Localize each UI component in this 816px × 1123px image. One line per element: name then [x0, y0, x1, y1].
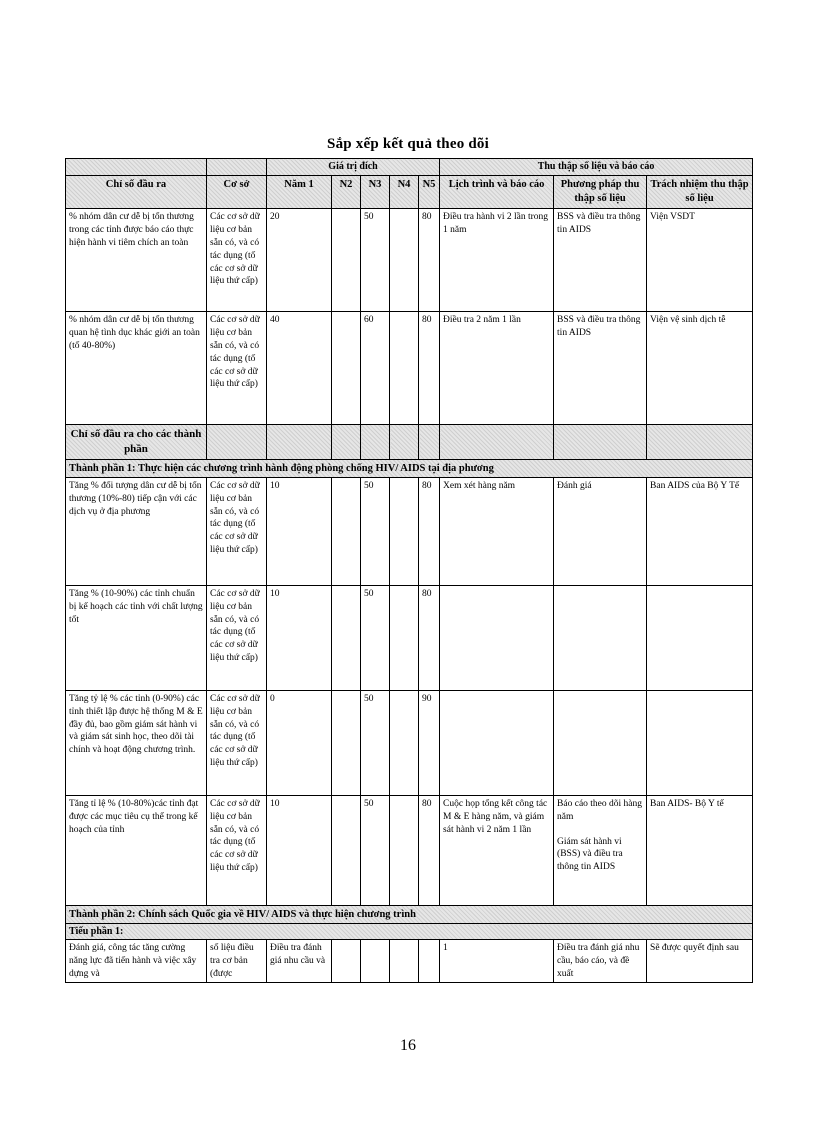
table-row — [66, 940, 753, 983]
table-row — [66, 312, 753, 425]
y4-cell — [390, 478, 419, 586]
baseline-cell: Các cơ sở dữ liệu cơ bản sẵn có, và có tác dụng (tố các cơ sở dữ liệu thứ cấp) — [207, 796, 267, 906]
responsibility-cell: Viện VSDT — [647, 209, 753, 312]
method-text-2: Giám sát hành vi (BSS) và điều tra thông tin AIDS — [557, 836, 623, 873]
schedule-cell — [440, 586, 554, 691]
page-number: 16 — [400, 1037, 416, 1054]
y3-cell: 50 — [361, 209, 390, 312]
y5-cell — [419, 940, 440, 983]
y2-cell — [332, 312, 361, 425]
col-year1: Năm 1 — [267, 176, 332, 209]
section-1-title: Thành phần 1: Thực hiện các chương trình hành động phòng chống HIV/ AIDS tại địa phương — [66, 460, 753, 478]
method-cell: Điều tra đánh giá nhu cầu, báo cáo, và đề xuất — [554, 940, 647, 983]
indicator-cell: % nhóm dân cư dễ bị tổn thương trong các tỉnh được báo cáo thực hiện hành vi tiêm chích an toàn — [66, 209, 207, 312]
col-method: Phương pháp thu thập số liệu — [554, 176, 647, 209]
method-text: Báo cáo theo dõi hàng năm — [557, 799, 642, 822]
subsection-1-title: Tiểu phần 1: — [66, 924, 753, 940]
y3-cell: 60 — [361, 312, 390, 425]
y5-cell: 80 — [419, 586, 440, 691]
schedule-cell: Xem xét hàng năm — [440, 478, 554, 586]
document-title: Sắp xếp kết quả theo dõi — [327, 136, 489, 152]
y3-cell: 50 — [361, 691, 390, 796]
y4-cell — [390, 209, 419, 312]
table-row — [66, 586, 753, 691]
table-row — [66, 209, 753, 312]
baseline-cell: Các cơ sở dữ liệu cơ bản sẵn có, và có tác dụng (tố các cơ sở dữ liệu thứ cấp) — [207, 478, 267, 586]
indicator-cell: % nhóm dân cư dễ bị tổn thương quan hệ tình dục khác giới an toàn (tố 40-80%) — [66, 312, 207, 425]
component-header-row — [66, 425, 753, 460]
responsibility-cell — [647, 691, 753, 796]
col-schedule: Lịch trình và báo cáo — [440, 176, 554, 209]
col-y5: N5 — [419, 176, 440, 209]
responsibility-cell: Ban AIDS của Bộ Y Tế — [647, 478, 753, 586]
schedule-cell: 1 — [440, 940, 554, 983]
table-row — [66, 691, 753, 796]
method-cell: BSS và điều tra thông tin AIDS — [554, 209, 647, 312]
y4-cell — [390, 940, 419, 983]
y3-cell: 50 — [361, 478, 390, 586]
y2-cell — [332, 691, 361, 796]
schedule-cell — [440, 691, 554, 796]
method-cell — [554, 796, 647, 906]
baseline-cell: Các cơ sở dữ liệu cơ bản sẵn có, và có tác dụng (tố các cơ sở dữ liệu thứ cấp) — [207, 312, 267, 425]
method-cell: Đánh giá — [554, 478, 647, 586]
baseline-cell: Các cơ sở dữ liệu cơ bản sẵn có, và có tác dụng (tố các cơ sở dữ liệu thứ cấp) — [207, 209, 267, 312]
component-header: Chỉ số đầu ra cho các thành phần — [66, 425, 207, 460]
schedule-cell: Điều tra 2 năm 1 lần — [440, 312, 554, 425]
col-y4: N4 — [390, 176, 419, 209]
indicator-cell: Tăng % (10-90%) các tỉnh chuẩn bị kế hoạch các tỉnh với chất lượng tốt — [66, 586, 207, 691]
col-y3: N3 — [361, 176, 390, 209]
baseline-cell: Các cơ sở dữ liệu cơ bản sẵn có, và có tác dụng (tố các cơ sở dữ liệu thứ cấp) — [207, 586, 267, 691]
year1-cell: 40 — [267, 312, 332, 425]
y2-cell — [332, 478, 361, 586]
y5-cell: 80 — [419, 796, 440, 906]
y4-cell — [390, 691, 419, 796]
y5-cell: 80 — [419, 478, 440, 586]
y3-cell — [361, 940, 390, 983]
y3-cell: 50 — [361, 586, 390, 691]
year1-cell: 0 — [267, 691, 332, 796]
y5-cell: 80 — [419, 209, 440, 312]
y2-cell — [332, 209, 361, 312]
year1-cell: 10 — [267, 796, 332, 906]
section-header-row — [66, 906, 753, 924]
year1-cell: 10 — [267, 586, 332, 691]
section-2-title: Thành phần 2: Chính sách Quốc gia về HIV/ AIDS và thực hiện chương trình — [66, 906, 753, 924]
responsibility-cell: Viện vệ sinh dịch tễ — [647, 312, 753, 425]
col-y2: N2 — [332, 176, 361, 209]
data-collection-header: Thu thập số liệu và báo cáo — [440, 159, 753, 176]
table-row — [66, 796, 753, 906]
y5-cell: 80 — [419, 312, 440, 425]
responsibility-cell: Sẽ được quyết định sau — [647, 940, 753, 983]
group-header-row — [66, 159, 753, 176]
indicator-cell: Đánh giá, công tác tăng cường năng lực đã tiến hành và việc xây dựng và — [66, 940, 207, 983]
indicator-cell: Tăng tỉ lệ % (10-80%)các tỉnh đạt được các mục tiêu cụ thể trong kế hoạch của tỉnh — [66, 796, 207, 906]
y2-cell — [332, 940, 361, 983]
col-responsibility: Trách nhiệm thu thập số liệu — [647, 176, 753, 209]
responsibility-cell — [647, 586, 753, 691]
y2-cell — [332, 796, 361, 906]
responsibility-cell: Ban AIDS- Bộ Y tế — [647, 796, 753, 906]
y5-cell: 90 — [419, 691, 440, 796]
y2-cell — [332, 586, 361, 691]
method-cell — [554, 691, 647, 796]
y4-cell — [390, 586, 419, 691]
year1-cell: Điều tra đánh giá nhu cầu và — [267, 940, 332, 983]
col-baseline: Cơ sở — [207, 176, 267, 209]
y4-cell — [390, 796, 419, 906]
subsection-header-row — [66, 924, 753, 940]
indicator-cell: Tăng tỷ lệ % các tỉnh (0-90%) các tỉnh thiết lập được hệ thống M & E đầy đủ, bao gồm giám sát hành vi và giám sát sinh học, theo dõi tài chính và hoạt động chương trình. — [66, 691, 207, 796]
table-row — [66, 478, 753, 586]
column-header-row — [66, 176, 753, 209]
year1-cell: 10 — [267, 478, 332, 586]
section-header-row — [66, 460, 753, 478]
y3-cell: 50 — [361, 796, 390, 906]
baseline-cell: số liệu điều tra cơ bản (được — [207, 940, 267, 983]
y4-cell — [390, 312, 419, 425]
monitoring-results-table — [65, 158, 753, 983]
col-indicator: Chỉ số đầu ra — [66, 176, 207, 209]
schedule-cell: Điều tra hành vi 2 lần trong 1 năm — [440, 209, 554, 312]
method-cell — [554, 586, 647, 691]
indicator-cell: Tăng % đối tượng dân cư dễ bị tổn thương (10%-80) tiếp cận với các dịch vụ ở địa phương — [66, 478, 207, 586]
method-cell: BSS và điều tra thông tin AIDS — [554, 312, 647, 425]
year1-cell: 20 — [267, 209, 332, 312]
target-values-header: Giá trị đích — [267, 159, 440, 176]
baseline-cell: Các cơ sở dữ liệu cơ bản sẵn có, và có tác dụng (tố các cơ sở dữ liệu thứ cấp) — [207, 691, 267, 796]
schedule-cell: Cuộc họp tổng kết công tác M & E hàng năm, và giám sát hành vi 2 năm 1 lần — [440, 796, 554, 906]
